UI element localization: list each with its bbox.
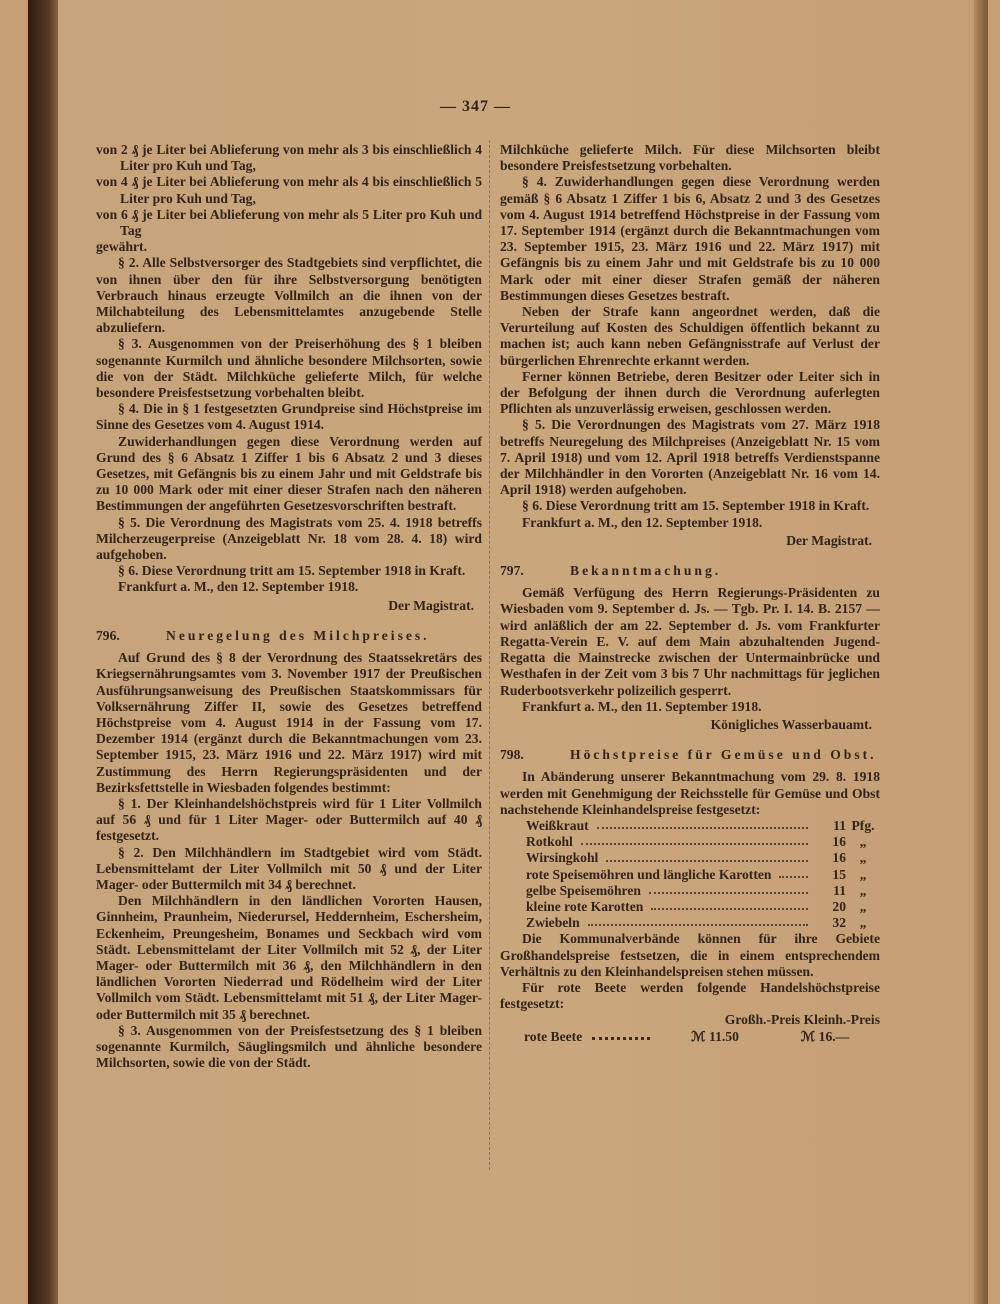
signature: Der Magistrat. (786, 532, 872, 548)
retail-price: ℳ 16.— (800, 1028, 850, 1044)
item-price: 16 (832, 834, 846, 850)
column-divider (489, 140, 491, 1170)
price-row (526, 867, 880, 883)
item-name: rote Beete (524, 1028, 583, 1044)
paragraph: von 6 ₰ je Liter bei Ablieferung von mehr als 5 Liter pro Kuh und Tag (96, 206, 482, 239)
paragraph: In Abänderung unserer Bekanntmachung vom 29. 8. 1918 werden mit Genehmigung der Reichsstelle für Gemüse und Obst nachstehende Kleinhandelspreise festgesetzt: (500, 769, 880, 817)
paragraph: von 4 ₰ je Liter bei Ablieferung von mehr als 4 bis einschließlich 5 Liter pro Kuh und Tag, (96, 174, 482, 206)
page-number: — 347 — (440, 98, 511, 115)
item-price: 20 (832, 898, 846, 914)
signature: Der Magistrat. (388, 597, 474, 613)
place-date: Frankfurt a. M., den 12. September 1918. (522, 514, 763, 530)
paragraph: § 6. Diese Verordnung tritt am 15. September 1918 in Kraft. (118, 563, 466, 579)
item-unit: „ (859, 866, 867, 882)
item-unit: „ (859, 882, 867, 898)
paragraph: Die Kommunalverbände können für ihre Gebiete Großhandelspreise festsetzen, die in einem entsprechendem Verhältnis zu den Kleinhandelspreisen stehen müssen. (500, 931, 880, 979)
item-unit: Pfg. (851, 817, 875, 833)
paragraph: gewährt. (96, 239, 147, 255)
dot-leader (779, 867, 808, 878)
section-title: Neuregelung des Milchpreises. (166, 627, 430, 643)
paragraph: Milchküche gelieferte Milch. Für diese Milchsorten bleibt besondere Preisfestsetzung vorbehalten. (500, 142, 880, 174)
paragraph: § 4. Zuwiderhandlungen gegen diese Verordnung werden gemäß § 6 Absatz 1 Ziffer 1 bis 6, Absatz 2 und 3 des Gesetzes vom 4. August 1914 betreffend Höchstpreise in der Fassung vom 17. September 1914 (ergänzt durch die Bekanntmachungen vom 23. September 1915, 23. März 1916 und 22. März 1917) mit Gefängnis bis zu einem Jahr und mit Geldstrafe bis zu 10 000 Mark oder mit einer dieser Strafen gemäß der näheren Bestimmungen dieses Gesetzes bestraft. (500, 174, 880, 303)
item-name: kleine rote Karotten (526, 898, 644, 914)
price-header (500, 1012, 880, 1028)
dot-leader (649, 883, 808, 894)
page-edge (974, 0, 988, 1304)
dot-leader (606, 850, 808, 861)
item-price: 11 (833, 817, 846, 833)
item-name: Rotkohl (526, 834, 573, 850)
item-name: Zwiebeln (526, 915, 580, 931)
section-heading (96, 628, 482, 644)
right-column (500, 142, 880, 1045)
price-list (526, 818, 880, 931)
place-date: Frankfurt a. M., den 12. September 1918. (118, 579, 359, 595)
paragraph: Für rote Beete werden folgende Handelshöchstpreise festgesetzt: (500, 979, 880, 1012)
dot-leader (651, 899, 808, 910)
price-row (526, 850, 880, 866)
paragraph: Neben der Strafe kann angeordnet werden, daß die Verurteilung auf Kosten des Schuldigen öffentlich bekannt zu machen ist; auch kann neben Gefängnisstrafe auf Verlust der bürgerlichen Ehrenrechte erkannt werden. (500, 304, 880, 368)
signature: Königliches Wasserbauamt. (710, 716, 872, 732)
section-number: 797. (500, 563, 524, 579)
price-row (526, 883, 880, 899)
item-unit: „ (859, 915, 867, 931)
paragraph: § 3. Ausgenommen von der Preiserhöhung des § 1 bleiben sogenannte Kurmilch und ähnliche besondere Milchsorten, sowie die von der Städt. Milchküche gelieferte Milch, für welche besondere Preisfestsetzung vorbehalten bleibt. (96, 336, 482, 401)
price-row (526, 899, 880, 915)
section-heading (500, 563, 880, 579)
dot-leader (581, 834, 808, 845)
retail-header: Kleinh.-Preis (803, 1012, 880, 1028)
paragraph: § 2. Alle Selbstversorger des Stadtgebiets sind verpflichtet, die von ihnen über den für ihre Selbstversorgung benötigten Verbrauch hinaus erzeugte Vollmilch an die ihnen von der Milchabteilung des Lebensmittelamtes anzugebende Stelle abzuliefern. (96, 255, 482, 336)
paragraph: Den Milchhändlern in den ländlichen Vororten Hausen, Ginnheim, Praunheim, Niederursel, Heddernheim, Eschersheim, Eckenheim, Preungesheim, Bonames und Seckbach wird vom Städt. Lebensmittelamt der Liter Vollmilch mit 52 ₰, der Liter Mager- oder Buttermilch mit 36 ₰, den Milchhändlern in den ländlichen Vororten Niederrad und Rödelheim wird der Liter Vollmilch vom Städt. Lebensmittelamt mit 51 ₰, der Liter Mager- oder Buttermilch mit 35 ₰ berechnet. (96, 893, 482, 1022)
price-row (526, 915, 880, 931)
paragraph: § 3. Ausgenommen von der Preisfestsetzung des § 1 bleiben sogenannte Kurmilch, Säuglingsmilch und ähnliche besondere Milchsorten, sowie die von der Städt. (96, 1022, 482, 1071)
item-unit: „ (859, 850, 867, 866)
paragraph: § 1. Der Kleinhandelshöchstpreis wird für 1 Liter Vollmilch auf 56 ₰ und für 1 Liter Mager- oder Buttermilch auf 40 ₰ festgesetzt. (96, 795, 482, 844)
section-title: Bekanntmachung. (570, 563, 722, 579)
paragraph: § 4. Die in § 1 festgesetzten Grundpreise sind Höchstpreise im Sinne des Gesetzes vom 4. August 1914. (96, 401, 482, 433)
paragraph: § 5. Die Verordnung des Magistrats vom 25. 4. 1918 betreffs Milcherzeugerpreise (Anzeigeblatt Nr. 18 vom 28. 4. 18) wird aufgehoben. (96, 514, 482, 563)
paragraph: von 2 ₰ je Liter bei Ablieferung von mehr als 3 bis einschließlich 4 Liter pro Kuh und Tag, (96, 142, 482, 174)
item-price: 32 (832, 915, 846, 931)
item-name: Wirsingkohl (526, 850, 599, 866)
place-date: Frankfurt a. M., den 11. September 1918. (522, 698, 762, 714)
paragraph: Gemäß Verfügung des Herrn Regierungs-Präsidenten zu Wiesbaden vom 9. September d. Js. — Tgb. Pr. I. 14. B. 2157 — wird anläßlich der am 22. September d. Js. vom Frankfurter Regatta-Verein E. V. auf dem Main abzuhaltenden Jugend-Regatta die Mainstrecke zwischen der Untermainbrücke und Westhafen in der Zeit vom 3 bis 7 Uhr nachmittags für jeglichen Ruderbootsverkehr polizeilich gesperrt. (500, 585, 880, 698)
item-unit: „ (859, 898, 867, 914)
paragraph: Ferner können Betriebe, deren Besitzer oder Leiter sich in der Befolgung der ihnen durch die Verordnung auferlegten Pflichten als unzuverlässig erweisen, geschlossen werden. (500, 368, 880, 417)
dot-leader (592, 1029, 650, 1040)
item-name: rote Speisemöhren und längliche Karotten (526, 866, 772, 882)
price-row (524, 1029, 880, 1045)
dot-leader (597, 818, 808, 829)
left-column (96, 142, 482, 1071)
price-row (526, 834, 880, 850)
dot-leader (588, 915, 808, 926)
item-unit: „ (859, 834, 867, 850)
price-row (526, 818, 880, 834)
item-price: 11 (833, 882, 846, 898)
section-title: Höchstpreise für Gemüse und Obst. (570, 747, 877, 763)
item-name: gelbe Speisemöhren (526, 882, 641, 898)
section-number: 796. (96, 627, 120, 643)
wholesale-header: Großh.-Preis (724, 1012, 801, 1028)
item-price: 15 (832, 866, 846, 882)
section-heading (500, 747, 880, 763)
item-name: Weißkraut (526, 817, 589, 833)
paragraph: § 2. Den Milchhändlern im Stadtgebiet wird vom Städt. Lebensmittelamt der Liter Vollmilch mit 50 ₰ und der Liter Mager- oder Buttermilch mit 34 ₰ berechnet. (96, 844, 482, 892)
paragraph: § 6. Diese Verordnung tritt am 15. September 1918 in Kraft. (522, 498, 870, 514)
item-price: 16 (832, 850, 846, 866)
paragraph: Auf Grund des § 8 der Verordnung des Staatssekretärs des Kriegsernährungsamtes vom 3. November 1917 der Preußischen Ausführungsanweisung des Preußischen Staatskommissars für Volksernährung Ziffer II, sowie des Gesetzes betreffend Höchstpreise vom 4. August 1914 in der Fassung vom 17. Dezember 1914 (ergänzt durch die Bekanntmachungen vom 23. September 1915, 23. März 1916 und 22. März 1917) wird mit Zustimmung des Herrn Regierungspräsidenten und der Bezirksfettstelle in Wiesbaden folgendes bestimmt: (96, 650, 482, 795)
wholesale-price: ℳ 11.50 (691, 1028, 739, 1044)
section-number: 798. (500, 747, 524, 763)
paragraph: § 5. Die Verordnungen des Magistrats vom 27. März 1918 betreffs Neuregelung des Milchpreises (Anzeigeblatt Nr. 15 vom 7. April 1918) und vom 12. April 1918 betreffs Verdienstspanne der Milchhändler in den Vororten (Anzeigeblatt Nr. 16 vom 14. April 1918) werden aufgehoben. (500, 417, 880, 498)
book-spine (28, 0, 58, 1304)
paragraph: Zuwiderhandlungen gegen diese Verordnung werden auf Grund des § 6 Absatz 1 Ziffer 1 bis 6 Absatz 2 und 3 dieses Gesetzes, mit Gefängnis bis zu einem Jahr und mit Geldstrafe bis zu 10 000 Mark oder mit einer dieser Strafen nach den näheren Bestimmungen der angeführten Gesetzesvorschriften bestraft. (96, 433, 482, 514)
